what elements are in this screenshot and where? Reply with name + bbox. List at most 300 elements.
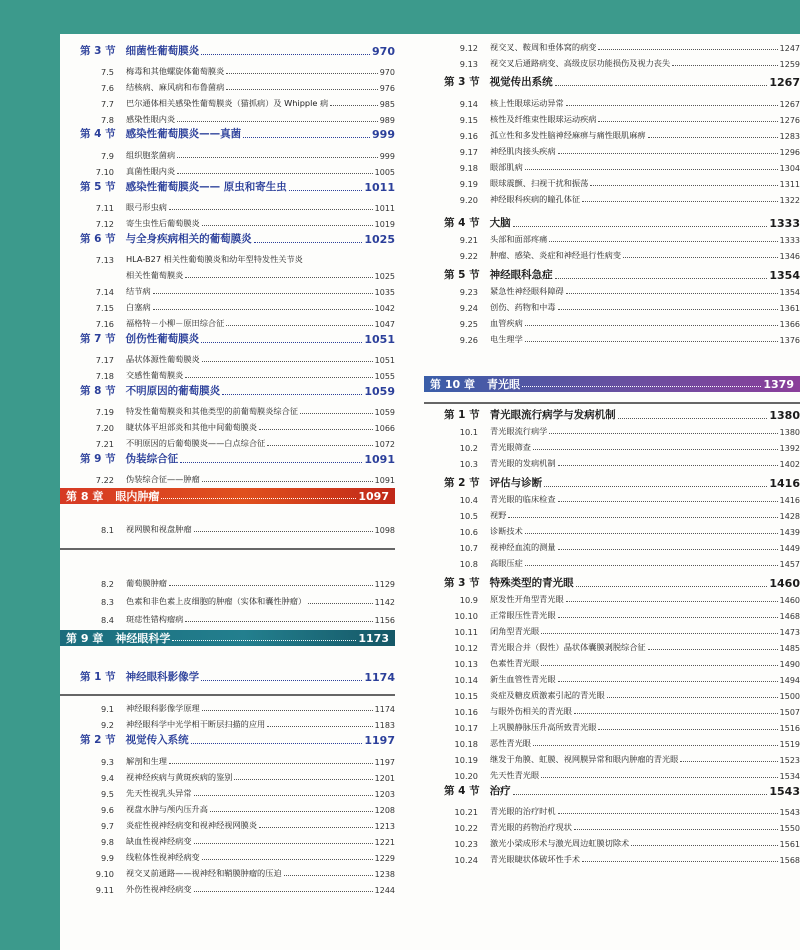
toc-entry[interactable] bbox=[60, 701, 395, 714]
section-heading[interactable] bbox=[424, 784, 800, 798]
entry-page-number: 1416 bbox=[779, 496, 800, 505]
section-label: 第 9 节 bbox=[80, 453, 116, 465]
entry-number: 7.18 bbox=[95, 371, 114, 381]
entry-title: 青光眼睫状体破坏性手术 bbox=[490, 854, 581, 864]
dot-leader bbox=[180, 462, 362, 463]
section-heading[interactable] bbox=[60, 127, 395, 141]
entry-number: 10.5 bbox=[459, 511, 478, 521]
dot-leader bbox=[623, 257, 778, 258]
entry-number: 9.12 bbox=[459, 43, 478, 53]
toc-entry[interactable] bbox=[60, 268, 395, 281]
section-page-number: 1091 bbox=[364, 453, 395, 466]
toc-entry[interactable] bbox=[60, 717, 395, 730]
toc-entry[interactable] bbox=[60, 834, 395, 847]
section-label: 第 3 节 bbox=[80, 45, 116, 57]
dot-leader bbox=[201, 680, 362, 681]
dot-leader bbox=[169, 585, 373, 586]
entry-number: 10.12 bbox=[454, 643, 478, 653]
toc-entry[interactable] bbox=[60, 316, 395, 329]
section-heading[interactable] bbox=[60, 332, 395, 346]
toc-entry[interactable] bbox=[424, 736, 800, 749]
dot-leader bbox=[172, 640, 356, 641]
entry-page-number: 1047 bbox=[374, 320, 395, 329]
entry-title: 闭角型青光眼 bbox=[490, 626, 540, 636]
toc-entry[interactable] bbox=[60, 754, 395, 767]
entry-page-number: 1500 bbox=[779, 692, 800, 701]
toc-entry[interactable] bbox=[424, 232, 800, 245]
entry-title: 肿瘤、感染、炎症和神经退行性病变 bbox=[490, 250, 622, 260]
section-heading[interactable] bbox=[424, 408, 800, 422]
entry-title: 头部和面部疼痛 bbox=[490, 234, 548, 244]
entry-page-number: 1402 bbox=[779, 460, 800, 469]
dot-leader bbox=[558, 153, 778, 154]
section-heading[interactable] bbox=[424, 576, 800, 590]
section-title: 与全身疾病相关的葡萄膜炎 bbox=[125, 233, 252, 245]
entry-title: 晶状体源性葡萄膜炎 bbox=[126, 354, 200, 364]
chapter-page-number: 1173 bbox=[358, 631, 389, 645]
entry-page-number: 1523 bbox=[779, 756, 800, 765]
toc-entry[interactable] bbox=[60, 300, 395, 313]
entry-title: 组织胞浆菌病 bbox=[126, 150, 176, 160]
section-heading[interactable] bbox=[424, 476, 800, 490]
toc-entry[interactable] bbox=[60, 770, 395, 783]
dot-leader bbox=[177, 173, 373, 174]
toc-entry[interactable] bbox=[424, 688, 800, 701]
section-page-number: 1197 bbox=[364, 734, 395, 747]
toc-entry[interactable] bbox=[424, 176, 800, 189]
entry-page-number: 1568 bbox=[779, 856, 800, 865]
entry-title: 相关性葡萄膜炎 bbox=[126, 270, 184, 280]
entry-page-number: 1035 bbox=[374, 288, 395, 297]
toc-entry[interactable] bbox=[60, 866, 395, 879]
dot-leader bbox=[202, 225, 373, 226]
entry-number: 7.15 bbox=[95, 303, 114, 313]
entry-page-number: 1449 bbox=[779, 544, 800, 553]
toc-entry[interactable] bbox=[424, 608, 800, 621]
chapter-heading[interactable] bbox=[60, 488, 395, 504]
entry-title: 青光眼的药物治疗现状 bbox=[490, 822, 572, 832]
dot-leader bbox=[558, 501, 778, 502]
entry-title: 感染性眼内炎 bbox=[126, 114, 176, 124]
toc-entry[interactable] bbox=[424, 556, 800, 569]
dot-leader bbox=[525, 325, 778, 326]
entry-title: 缺血性视神经病变 bbox=[126, 836, 192, 846]
dot-leader bbox=[566, 105, 778, 106]
section-page-number: 1380 bbox=[769, 409, 800, 422]
toc-entry[interactable] bbox=[424, 624, 800, 637]
entry-page-number: 1247 bbox=[779, 44, 800, 53]
entry-page-number: 1490 bbox=[779, 660, 800, 669]
entry-page-number: 1507 bbox=[779, 708, 800, 717]
dot-leader bbox=[194, 795, 373, 796]
entry-title: 伪装综合征——肿瘤 bbox=[126, 474, 200, 484]
entry-title: 青光眼的临床检查 bbox=[490, 494, 556, 504]
toc-entry[interactable] bbox=[424, 316, 800, 329]
dot-leader bbox=[153, 293, 373, 294]
chapter-heading[interactable] bbox=[424, 376, 800, 392]
dot-leader bbox=[308, 603, 373, 604]
entry-number: 7.7 bbox=[100, 99, 114, 109]
chapter-divider-rule bbox=[60, 548, 395, 550]
chapter-divider-rule bbox=[60, 694, 395, 696]
section-label: 第 1 节 bbox=[444, 409, 480, 421]
section-heading[interactable] bbox=[60, 232, 395, 246]
entry-number: 9.7 bbox=[100, 821, 114, 831]
dot-leader bbox=[590, 185, 777, 186]
dot-leader bbox=[254, 242, 363, 243]
toc-entry[interactable] bbox=[424, 144, 800, 157]
section-heading[interactable] bbox=[60, 452, 395, 466]
entry-title: 睫状体平坦部炎和其他中间葡萄膜炎 bbox=[126, 422, 258, 432]
entry-page-number: 1011 bbox=[374, 204, 395, 213]
dot-leader bbox=[574, 829, 778, 830]
entry-title: 眼球震颤、扫视干扰和振荡 bbox=[490, 178, 589, 188]
section-title: 伪装综合征 bbox=[125, 453, 179, 465]
entry-title: 视野 bbox=[490, 510, 507, 520]
entry-page-number: 1519 bbox=[779, 740, 800, 749]
dot-leader bbox=[566, 601, 778, 602]
section-page-number: 1460 bbox=[769, 577, 800, 590]
entry-title: 视交叉、鞍周和垂体窝的病变 bbox=[490, 42, 597, 52]
toc-entry[interactable] bbox=[424, 96, 800, 109]
entry-number: 10.24 bbox=[454, 855, 478, 865]
entry-page-number: 1229 bbox=[374, 854, 395, 863]
entry-number: 7.9 bbox=[100, 151, 114, 161]
entry-page-number: 1439 bbox=[779, 528, 800, 537]
section-heading[interactable] bbox=[424, 216, 800, 230]
section-title: 细菌性葡萄膜炎 bbox=[125, 45, 200, 57]
section-page-number: 1354 bbox=[769, 269, 800, 282]
dot-leader bbox=[202, 859, 373, 860]
dot-leader bbox=[555, 85, 768, 86]
toc-entry[interactable] bbox=[60, 420, 395, 433]
dot-leader bbox=[541, 633, 778, 634]
toc-entry[interactable] bbox=[424, 424, 800, 437]
section-title: 大脑 bbox=[489, 217, 511, 229]
toc-entry[interactable] bbox=[424, 440, 800, 453]
entry-title: 激光小梁成形术与激光周边虹膜切除术 bbox=[490, 838, 630, 848]
entry-page-number: 1098 bbox=[374, 526, 395, 535]
entry-number: 9.10 bbox=[95, 869, 114, 879]
toc-entry[interactable] bbox=[424, 640, 800, 653]
toc-entry[interactable] bbox=[424, 192, 800, 205]
dot-leader bbox=[598, 121, 777, 122]
section-heading[interactable] bbox=[60, 733, 395, 747]
toc-entry[interactable] bbox=[424, 720, 800, 733]
toc-entry[interactable] bbox=[424, 804, 800, 817]
dot-leader bbox=[194, 531, 373, 532]
entry-title: 视网膜和视盘肿瘤 bbox=[126, 524, 192, 534]
entry-page-number: 1468 bbox=[779, 612, 800, 621]
entry-page-number: 1203 bbox=[374, 790, 395, 799]
entry-title: 巴尔通体相关感染性葡萄膜炎（猫抓病）及 Whipple 病 bbox=[126, 98, 329, 108]
entry-page-number: 1042 bbox=[374, 304, 395, 313]
chapter-label: 第 9 章 bbox=[66, 632, 104, 645]
toc-entry[interactable] bbox=[60, 522, 395, 535]
entry-number: 7.10 bbox=[95, 167, 114, 177]
dot-leader bbox=[558, 465, 778, 466]
section-heading[interactable] bbox=[60, 670, 395, 684]
entry-number: 9.6 bbox=[100, 805, 114, 815]
entry-title: 眼弓形虫病 bbox=[126, 202, 167, 212]
section-label: 第 5 节 bbox=[444, 269, 480, 281]
section-label: 第 2 节 bbox=[444, 477, 480, 489]
toc-entry[interactable] bbox=[60, 80, 395, 93]
toc-entry[interactable] bbox=[60, 818, 395, 831]
entry-number: 7.17 bbox=[95, 355, 114, 365]
toc-entry[interactable] bbox=[60, 284, 395, 297]
entry-title: 创伤、药物和中毒 bbox=[490, 302, 556, 312]
toc-entry[interactable] bbox=[60, 786, 395, 799]
toc-entry[interactable] bbox=[424, 508, 800, 521]
entry-title: 孤立性和多发性脑神经麻痹与痛性眼肌麻痹 bbox=[490, 130, 646, 140]
entry-title: 恶性青光眼 bbox=[490, 738, 531, 748]
entry-page-number: 970 bbox=[379, 68, 395, 77]
toc-entry[interactable] bbox=[60, 252, 395, 265]
dot-leader bbox=[259, 429, 373, 430]
dot-leader bbox=[161, 498, 356, 499]
dot-leader bbox=[544, 486, 767, 487]
dot-leader bbox=[259, 827, 373, 828]
toc-entry[interactable] bbox=[60, 612, 395, 625]
entry-page-number: 1361 bbox=[779, 304, 800, 313]
toc-entry[interactable] bbox=[424, 128, 800, 141]
section-label: 第 4 节 bbox=[444, 217, 480, 229]
section-title: 创伤性葡萄膜炎 bbox=[125, 333, 200, 345]
entry-number: 10.9 bbox=[459, 595, 478, 605]
entry-number: 8.3 bbox=[100, 597, 114, 607]
entry-page-number: 1142 bbox=[374, 598, 395, 607]
section-label: 第 6 节 bbox=[80, 233, 116, 245]
toc-entry[interactable] bbox=[60, 200, 395, 213]
entry-title: 紧急性神经眼科障碍 bbox=[490, 286, 564, 296]
entry-number: 9.11 bbox=[95, 885, 114, 895]
toc-entry[interactable] bbox=[424, 768, 800, 781]
entry-title: 炎症及糖皮质激素引起的青光眼 bbox=[490, 690, 605, 700]
toc-entry[interactable] bbox=[424, 456, 800, 469]
section-page-number: 1267 bbox=[769, 76, 800, 89]
entry-title: 电生理学 bbox=[490, 334, 523, 344]
entry-title: 线粒体性视神经病变 bbox=[126, 852, 200, 862]
dot-leader bbox=[201, 342, 362, 343]
entry-number: 10.15 bbox=[454, 691, 478, 701]
toc-entry[interactable] bbox=[424, 836, 800, 849]
toc-entry[interactable] bbox=[424, 492, 800, 505]
entry-number: 9.21 bbox=[459, 235, 478, 245]
dot-leader bbox=[533, 745, 778, 746]
toc-entry[interactable] bbox=[424, 40, 800, 53]
dot-leader bbox=[525, 341, 778, 342]
entry-number: 10.23 bbox=[454, 839, 478, 849]
toc-entry[interactable] bbox=[60, 436, 395, 449]
toc-entry[interactable] bbox=[424, 672, 800, 685]
toc-entry[interactable] bbox=[60, 802, 395, 815]
toc-entry[interactable] bbox=[424, 656, 800, 669]
section-page-number: 1051 bbox=[364, 333, 395, 346]
entry-page-number: 1019 bbox=[374, 220, 395, 229]
entry-number: 10.19 bbox=[454, 755, 478, 765]
entry-title: 血管疾病 bbox=[490, 318, 523, 328]
toc-entry[interactable] bbox=[60, 404, 395, 417]
toc-entry[interactable] bbox=[424, 704, 800, 717]
entry-page-number: 1534 bbox=[779, 772, 800, 781]
toc-entry[interactable] bbox=[60, 850, 395, 863]
toc-entry[interactable] bbox=[60, 112, 395, 125]
entry-number: 10.10 bbox=[454, 611, 478, 621]
toc-entry[interactable] bbox=[60, 576, 395, 589]
dot-leader bbox=[330, 105, 377, 106]
entry-page-number: 1428 bbox=[779, 512, 800, 521]
entry-page-number: 1005 bbox=[374, 168, 395, 177]
toc-entry[interactable] bbox=[424, 284, 800, 297]
dot-leader bbox=[522, 386, 761, 387]
entry-number: 9.19 bbox=[459, 179, 478, 189]
entry-page-number: 1213 bbox=[374, 822, 395, 831]
entry-number: 7.8 bbox=[100, 115, 114, 125]
dot-leader bbox=[680, 761, 777, 762]
entry-page-number: 1460 bbox=[779, 596, 800, 605]
section-page-number: 1174 bbox=[364, 671, 395, 684]
dot-leader bbox=[226, 89, 377, 90]
dot-leader bbox=[513, 226, 768, 227]
toc-entry[interactable] bbox=[60, 64, 395, 77]
toc-entry[interactable] bbox=[60, 882, 395, 895]
toc-entry[interactable] bbox=[60, 472, 395, 485]
dot-leader bbox=[672, 65, 778, 66]
entry-number: 10.16 bbox=[454, 707, 478, 717]
dot-leader bbox=[202, 710, 373, 711]
toc-entry[interactable] bbox=[60, 216, 395, 229]
toc-entry[interactable] bbox=[424, 300, 800, 313]
section-heading[interactable] bbox=[60, 384, 395, 398]
entry-number: 10.6 bbox=[459, 527, 478, 537]
entry-page-number: 1322 bbox=[779, 196, 800, 205]
entry-page-number: 1380 bbox=[779, 428, 800, 437]
toc-entry[interactable] bbox=[60, 164, 395, 177]
entry-title: 青光眼的治疗时机 bbox=[490, 806, 556, 816]
toc-entry[interactable] bbox=[60, 96, 395, 109]
entry-page-number: 1244 bbox=[374, 886, 395, 895]
dot-leader bbox=[153, 309, 373, 310]
toc-entry[interactable] bbox=[60, 148, 395, 161]
section-heading[interactable] bbox=[60, 44, 395, 58]
entry-page-number: 1025 bbox=[374, 272, 395, 281]
dot-leader bbox=[267, 445, 372, 446]
entry-title: 核性及纤维束性眼球运动疾病 bbox=[490, 114, 597, 124]
entry-page-number: 1197 bbox=[374, 758, 395, 767]
dot-leader bbox=[558, 549, 778, 550]
toc-entry[interactable] bbox=[60, 352, 395, 365]
entry-title: 视神经血流的测量 bbox=[490, 542, 556, 552]
entry-title: 继发于角膜、虹膜、视网膜异常和眼内肿瘤的青光眼 bbox=[490, 754, 679, 764]
section-label: 第 4 节 bbox=[80, 128, 116, 140]
section-heading[interactable] bbox=[424, 75, 800, 89]
chapter-heading[interactable] bbox=[60, 630, 395, 646]
entry-page-number: 1346 bbox=[779, 252, 800, 261]
dot-leader bbox=[533, 449, 778, 450]
entry-title: 先天性视乳头异常 bbox=[126, 788, 192, 798]
chapter-title: 神经眼科学 bbox=[115, 632, 171, 645]
section-page-number: 1011 bbox=[364, 181, 395, 194]
entry-title: 斑痣性错构瘤病 bbox=[126, 614, 184, 624]
chapter-title: 眼内肿瘤 bbox=[115, 490, 160, 503]
entry-number: 7.20 bbox=[95, 423, 114, 433]
dot-leader bbox=[300, 413, 373, 414]
entry-number: 8.4 bbox=[100, 615, 114, 625]
entry-number: 9.1 bbox=[100, 704, 114, 714]
entry-number: 7.5 bbox=[100, 67, 114, 77]
entry-number: 9.2 bbox=[100, 720, 114, 730]
toc-entry[interactable] bbox=[424, 540, 800, 553]
toc-entry[interactable] bbox=[424, 160, 800, 173]
entry-number: 9.23 bbox=[459, 287, 478, 297]
toc-entry[interactable] bbox=[424, 56, 800, 69]
entry-title: 视盘水肿与颅内压升高 bbox=[126, 804, 208, 814]
entry-page-number: 1543 bbox=[779, 808, 800, 817]
section-title: 不明原因的葡萄膜炎 bbox=[125, 385, 221, 397]
entry-title: 葡萄膜肿瘤 bbox=[126, 578, 167, 588]
dot-leader bbox=[618, 418, 768, 419]
dot-leader bbox=[631, 845, 777, 846]
entry-number: 9.13 bbox=[459, 59, 478, 69]
chapter-page-number: 1097 bbox=[358, 489, 389, 503]
dot-leader bbox=[177, 157, 378, 158]
dot-leader bbox=[558, 681, 778, 682]
section-label: 第 7 节 bbox=[80, 333, 116, 345]
toc-entry[interactable] bbox=[424, 248, 800, 261]
dot-leader bbox=[222, 394, 362, 395]
toc-entry[interactable] bbox=[424, 852, 800, 865]
entry-page-number: 1304 bbox=[779, 164, 800, 173]
entry-title: 诊断技术 bbox=[490, 526, 523, 536]
dot-leader bbox=[210, 811, 373, 812]
entry-title: 核上性眼球运动异常 bbox=[490, 98, 564, 108]
dot-leader bbox=[177, 121, 378, 122]
toc-entry[interactable] bbox=[424, 524, 800, 537]
entry-page-number: 1051 bbox=[374, 356, 395, 365]
section-page-number: 1025 bbox=[364, 233, 395, 246]
section-page-number: 999 bbox=[372, 128, 395, 141]
entry-page-number: 1276 bbox=[779, 116, 800, 125]
entry-title: 眼部肌病 bbox=[490, 162, 523, 172]
entry-number: 10.21 bbox=[454, 807, 478, 817]
entry-title: HLA-B27 相关性葡萄膜炎和幼年型特发性关节炎 bbox=[126, 254, 303, 264]
section-label: 第 2 节 bbox=[80, 734, 116, 746]
entry-title: 炎症性视神经病变和视神经视网膜炎 bbox=[126, 820, 258, 830]
section-title: 感染性葡萄膜炎——真菌 bbox=[125, 128, 242, 140]
entry-page-number: 1354 bbox=[779, 288, 800, 297]
toc-entry[interactable] bbox=[424, 332, 800, 345]
toc-entry[interactable] bbox=[60, 368, 395, 381]
toc-entry[interactable] bbox=[424, 112, 800, 125]
entry-page-number: 1055 bbox=[374, 372, 395, 381]
toc-entry[interactable] bbox=[424, 752, 800, 765]
toc-entry[interactable] bbox=[424, 592, 800, 605]
section-heading[interactable] bbox=[60, 180, 395, 194]
dot-leader bbox=[648, 649, 778, 650]
dot-leader bbox=[541, 777, 778, 778]
section-title: 评估与诊断 bbox=[489, 477, 543, 489]
entry-number: 9.15 bbox=[459, 115, 478, 125]
toc-entry[interactable] bbox=[424, 820, 800, 833]
section-heading[interactable] bbox=[424, 268, 800, 282]
entry-number: 7.6 bbox=[100, 83, 114, 93]
entry-page-number: 1066 bbox=[374, 424, 395, 433]
chapter-divider-rule bbox=[424, 402, 800, 404]
dot-leader bbox=[194, 843, 373, 844]
entry-title: 神经肌肉接头疾病 bbox=[490, 146, 556, 156]
toc-entry[interactable] bbox=[60, 594, 395, 607]
